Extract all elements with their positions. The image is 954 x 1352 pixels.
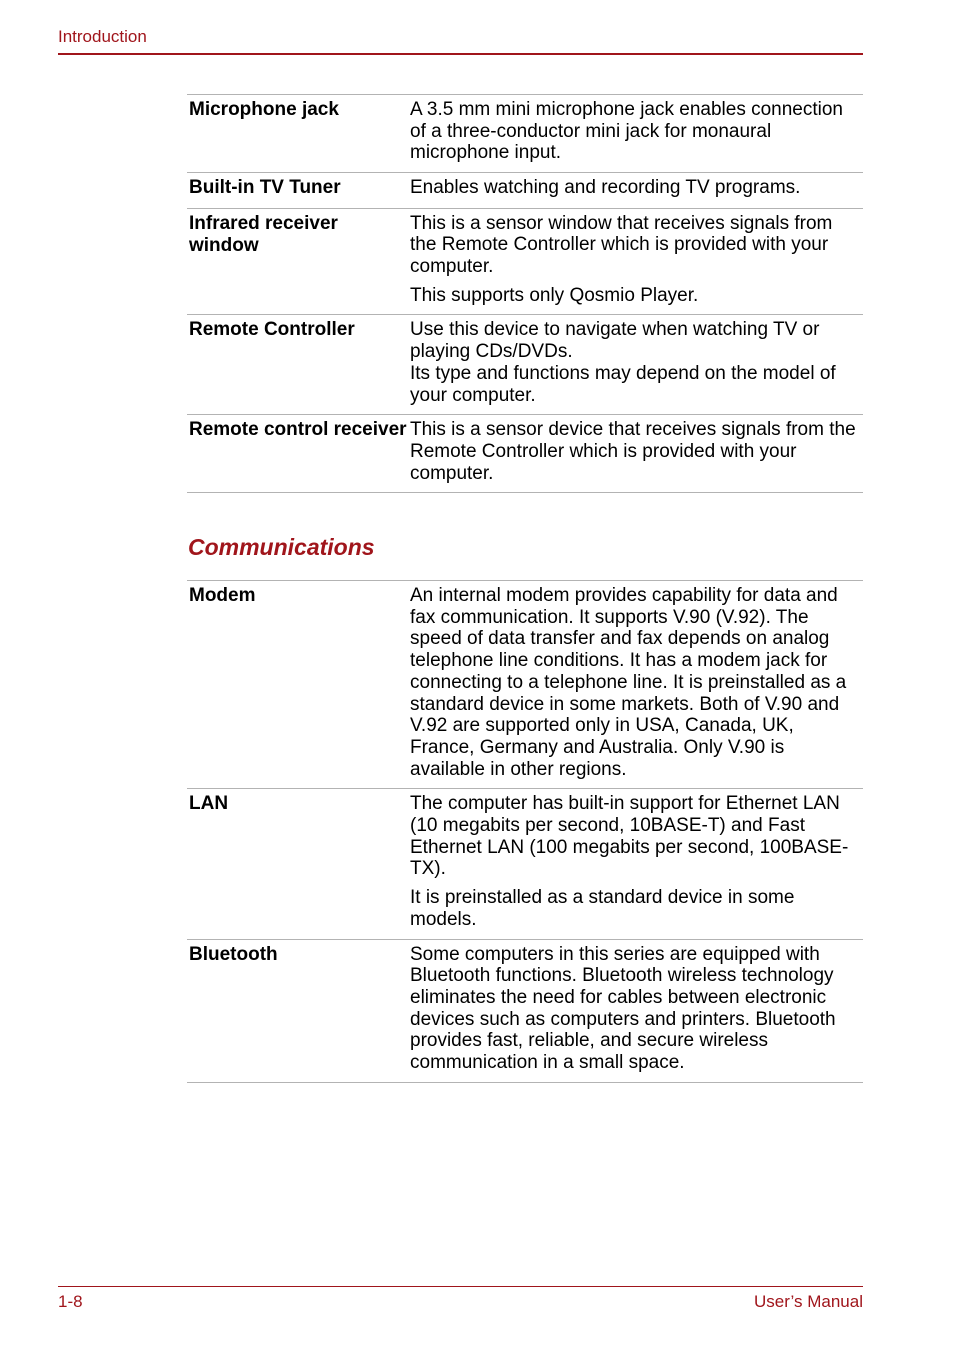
term-description (410, 585, 863, 780)
description-paragraph: It is preinstalled as a standard device in some models. (410, 887, 795, 930)
table-row (187, 173, 863, 209)
table-row (187, 581, 863, 789)
section-heading-communications: Communications (188, 534, 375, 560)
header-rule (58, 53, 863, 55)
term-label: Bluetooth (189, 943, 278, 965)
footer-rule (58, 1286, 863, 1287)
term-label: Remote Controller (189, 319, 355, 341)
description-paragraph: A 3.5 mm mini microphone jack enables connection of a three-conductor mini jack for monaural microphone input. (410, 99, 844, 164)
term-label: Infrared receiver window (189, 212, 338, 257)
term-description (410, 793, 863, 930)
description-paragraph: The computer has built-in support for Ethernet LAN (10 megabits per second, 10BASE-T) and Fast Ethernet LAN (100 megabits per second, 100BASE-TX). (410, 793, 849, 880)
communications-table (187, 580, 863, 1083)
term-description (410, 177, 863, 200)
description-paragraph: Enables watching and recording TV programs. (410, 177, 801, 199)
description-paragraph: This is a sensor device that receives signals from the Remote Controller which is provided with your computer. (410, 419, 856, 484)
table-row (187, 940, 863, 1083)
features-table (187, 94, 863, 493)
description-paragraph: This supports only Qosmio Player. (410, 284, 699, 306)
table-row (187, 95, 863, 173)
term-label: Built-in TV Tuner (189, 177, 341, 199)
term-description (410, 944, 863, 1074)
term-description (410, 99, 863, 164)
table-row (187, 209, 863, 316)
table-row (187, 315, 863, 415)
term-description (410, 319, 863, 406)
table-row (187, 789, 863, 939)
term-description (410, 419, 863, 484)
manual-title: User’s Manual (754, 1292, 863, 1311)
page-number: 1-8 (58, 1292, 83, 1311)
term-label: Remote control receiver (189, 419, 407, 441)
term-label: LAN (189, 793, 229, 815)
term-description (410, 213, 863, 307)
description-paragraph: Some computers in this series are equipped with Bluetooth functions. Bluetooth wireless technology eliminates the need for cables between electronic devices such as computers and printers. Bluetooth provides fast, reliable, and secure wireless communication in a small space. (410, 943, 836, 1074)
term-label: Modem (189, 585, 256, 606)
description-paragraph: This is a sensor window that receives signals from the Remote Controller which is provided with your computer. (410, 212, 833, 278)
table-row (187, 415, 863, 493)
term-label: Microphone jack (189, 99, 339, 120)
description-paragraph: An internal modem provides capability for data and fax communication. It supports V.90 (V.92). The speed of data transfer and fax depends on analog telephone line conditions. It has a modem jack for connecting to a telephone line. It is preinstalled as a standard device in some markets. Both of V.90 and V.92 are supported only in USA, Canada, UK, France, Germany and Australia. Only V.90 is available in other regions. (410, 585, 847, 780)
running-header: Introduction (58, 27, 147, 46)
description-paragraph: Use this device to navigate when watching TV or playing CDs/DVDs. Its type and functions may depend on the model of your computer. (410, 319, 836, 406)
